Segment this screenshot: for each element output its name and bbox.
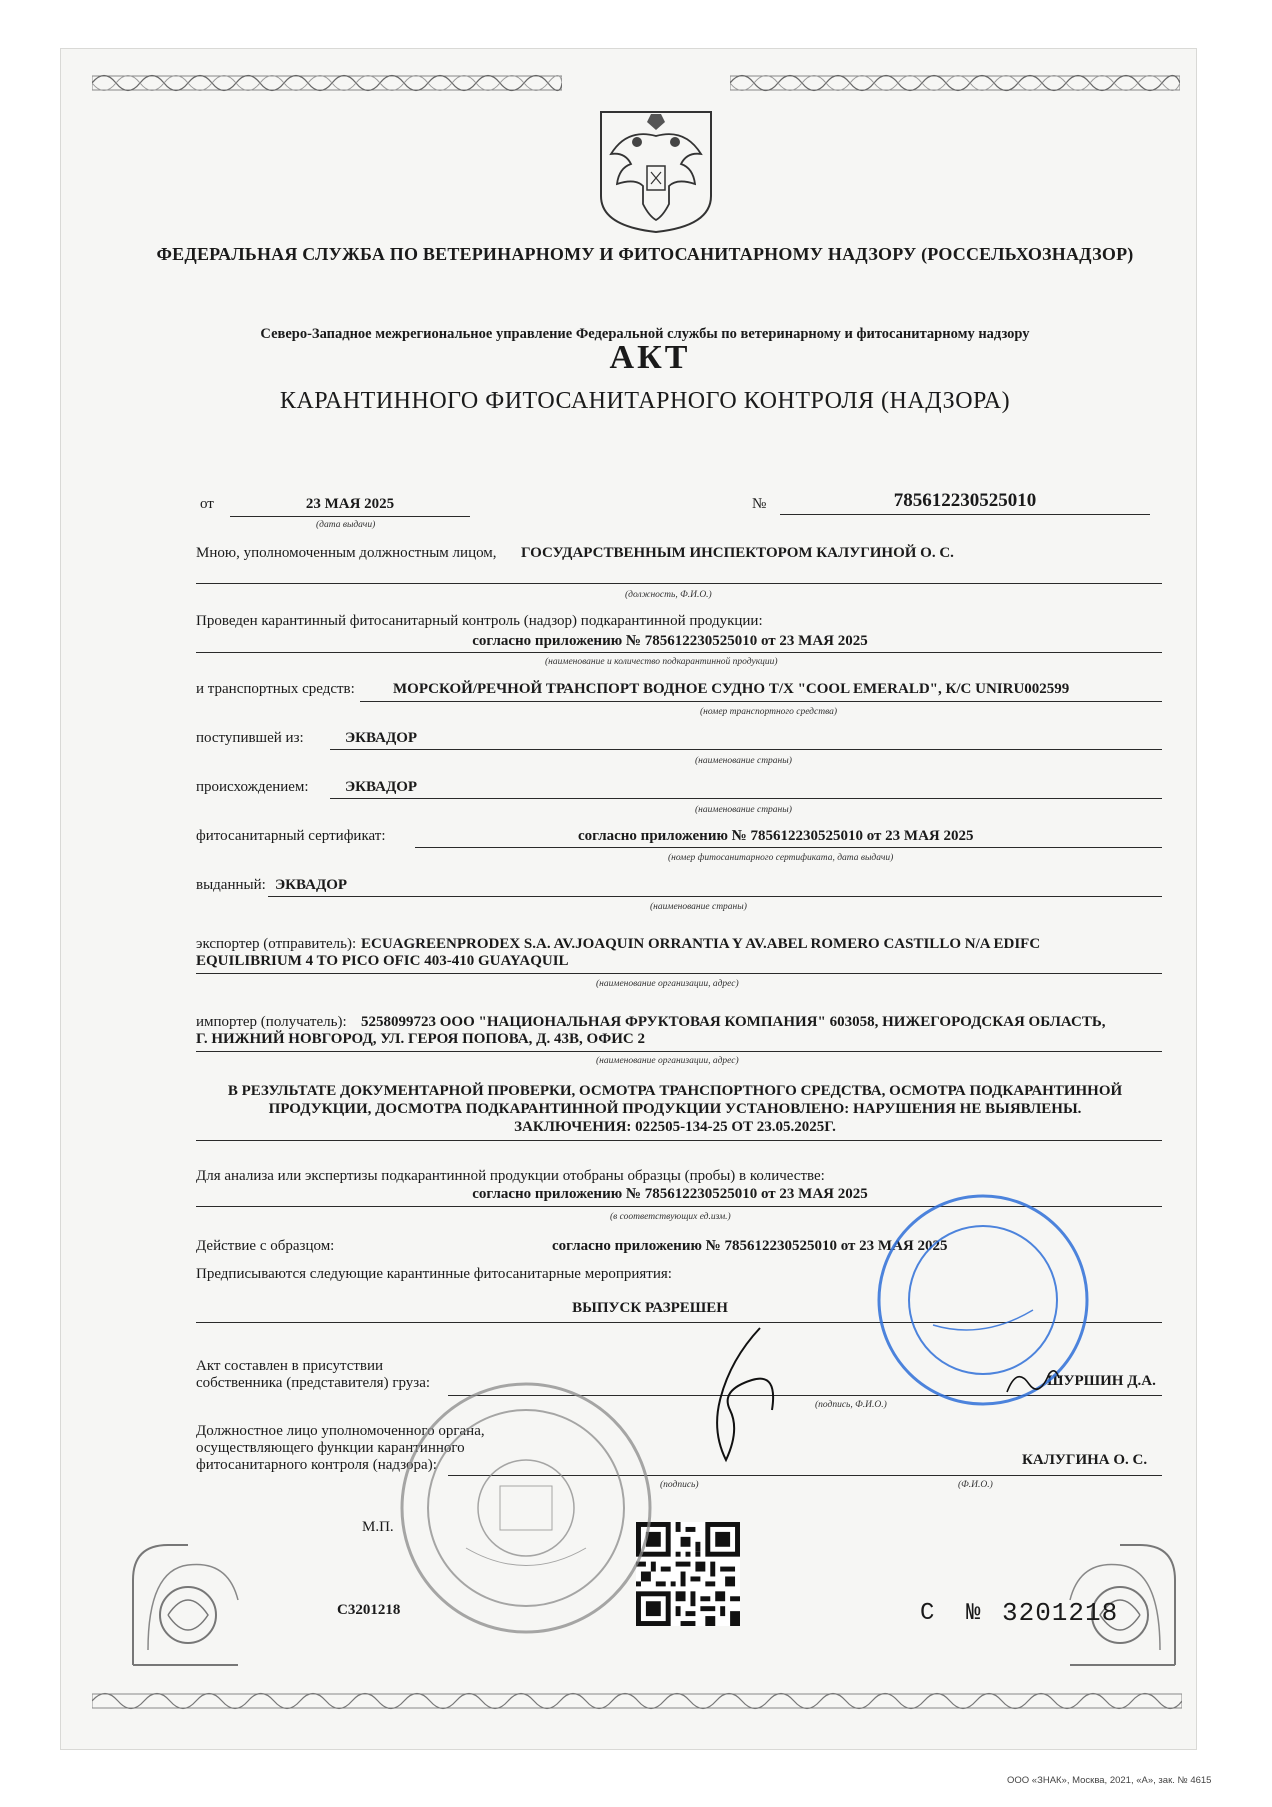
exporter-value-line2: EQUILIBRIUM 4 TO PICO OFIC 403-410 GUAYAQUIL bbox=[196, 953, 569, 969]
presence-name: ШУРШИН Д.А. bbox=[1047, 1373, 1156, 1389]
importer-value-line1: 5258099723 ООО "НАЦИОНАЛЬНАЯ ФРУКТОВАЯ КОМПАНИЯ" 603058, НИЖЕГОРОДСКАЯ ОБЛАСТЬ, bbox=[361, 1014, 1106, 1030]
transport-value: МОРСКОЙ/РЕЧНОЙ ТРАНСПОРТ ВОДНОЕ СУДНО Т/Х "COOL EMERALD", К/С UNIRU002599 bbox=[393, 681, 1070, 697]
coat-of-arms-icon bbox=[597, 108, 715, 236]
official-name: КАЛУГИНА О. С. bbox=[1022, 1452, 1148, 1468]
origin-label: происхождением: bbox=[196, 779, 309, 795]
representative-signature-icon bbox=[690, 1320, 790, 1470]
presence-caption: (подпись, Ф.И.О.) bbox=[815, 1400, 887, 1410]
from-label: от bbox=[200, 496, 214, 512]
inspector-caption: (должность, Ф.И.О.) bbox=[625, 590, 712, 600]
exporter-label: экспортер (отправитель): bbox=[196, 936, 357, 952]
series-letter: С bbox=[920, 1600, 935, 1627]
sample-action-label: Действие с образцом: bbox=[196, 1238, 335, 1254]
origin-underline bbox=[330, 798, 1162, 799]
certificate-value: согласно приложению № 785612230525010 от 23 МАЯ 2025 bbox=[578, 828, 974, 844]
importer-caption: (наименование организации, адрес) bbox=[596, 1056, 739, 1066]
inspector-underline bbox=[196, 583, 1162, 584]
result-line3: ЗАКЛЮЧЕНИЯ: 022505-134-25 ОТ 23.05.2025Г. bbox=[514, 1119, 836, 1135]
act-date: 23 МАЯ 2025 bbox=[305, 496, 395, 512]
inspector-label: Мною, уполномоченным должностным лицом, bbox=[196, 545, 497, 561]
certificate-label: фитосанитарный сертификат: bbox=[196, 828, 386, 844]
transport-label: и транспортных средств: bbox=[196, 681, 355, 697]
importer-label: импортер (получатель): bbox=[196, 1014, 347, 1030]
date-underline bbox=[230, 516, 470, 517]
act-title: АКТ bbox=[609, 339, 691, 376]
top-right-ornament-icon bbox=[730, 66, 1180, 100]
issued-underline bbox=[268, 896, 1162, 897]
result-underline bbox=[196, 1140, 1162, 1141]
official-name-caption: (Ф.И.О.) bbox=[958, 1480, 993, 1490]
issued-label: выданный: bbox=[196, 877, 266, 893]
arrived-from-label: поступившей из: bbox=[196, 730, 304, 746]
certificate-underline bbox=[415, 847, 1162, 848]
certificate-caption: (номер фитосанитарного сертификата, дата выдачи) bbox=[668, 853, 894, 863]
official-sign-caption: (подпись) bbox=[660, 1480, 699, 1490]
top-left-ornament-icon bbox=[92, 66, 562, 100]
samples-value: согласно приложению № 785612230525010 от 23 МАЯ 2025 bbox=[472, 1186, 868, 1202]
bottom-ornament-icon bbox=[92, 1684, 1182, 1718]
result-line1: В РЕЗУЛЬТАТЕ ДОКУМЕНТАРНОЙ ПРОВЕРКИ, ОСМОТРА ТРАНСПОРТНОГО СРЕДСТВА, ОСМОТРА ПОДКАРАНТИННОЙ bbox=[227, 1083, 1123, 1099]
agency-title: ФЕДЕРАЛЬНАЯ СЛУЖБА ПО ВЕТЕРИНАРНОМУ И ФИТОСАНИТАРНОМУ НАДЗОРУ (РОССЕЛЬХОЗНАДЗОР) bbox=[156, 244, 1134, 264]
official-label-line2: осуществляющего функции карантинного bbox=[196, 1440, 465, 1456]
issued-caption: (наименование страны) bbox=[650, 902, 747, 912]
product-value: согласно приложению № 785612230525010 от 23 МАЯ 2025 bbox=[472, 633, 868, 649]
representative-initials-icon bbox=[1003, 1362, 1063, 1402]
exporter-caption: (наименование организации, адрес) bbox=[596, 979, 739, 989]
product-underline bbox=[196, 652, 1162, 653]
arrived-from-underline bbox=[330, 749, 1162, 750]
importer-value-line2: Г. НИЖНИЙ НОВГОРОД, УЛ. ГЕРОЯ ПОПОВА, Д. 43В, ОФИС 2 bbox=[196, 1031, 645, 1047]
samples-label: Для анализа или экспертизы подкарантинной продукции отобраны образцы (пробы) в количестве: bbox=[196, 1168, 825, 1184]
act-subtitle: КАРАНТИННОГО ФИТОСАНИТАРНОГО КОНТРОЛЯ (НАДЗОРА) bbox=[279, 388, 1011, 414]
issued-value: ЭКВАДОР bbox=[275, 877, 348, 893]
inspector-value: ГОСУДАРСТВЕННЫМ ИНСПЕКТОРОМ КАЛУГИНОЙ О. С. bbox=[521, 545, 954, 561]
corner-ornament-left-icon bbox=[128, 1540, 258, 1670]
origin-caption: (наименование страны) bbox=[695, 805, 792, 815]
result-line2: ПРОДУКЦИИ, ДОСМОТРА ПОДКАРАНТИННОЙ ПРОДУКЦИИ УСТАНОВЛЕНО: НАРУШЕНИЯ НЕ ВЫЯВЛЕНЫ. bbox=[268, 1101, 1082, 1117]
arrived-from-value: ЭКВАДОР bbox=[345, 730, 418, 746]
official-stamp-icon bbox=[396, 1378, 656, 1638]
measures-label: Предписываются следующие карантинные фитосанитарные мероприятия: bbox=[196, 1266, 672, 1282]
sample-action-value: согласно приложению № 785612230525010 от 23 МАЯ 2025 bbox=[552, 1238, 948, 1254]
exporter-underline bbox=[196, 973, 1162, 974]
transport-underline bbox=[360, 701, 1162, 702]
presence-label-line1: Акт составлен в присутствии bbox=[196, 1358, 384, 1374]
official-label-line3: фитосанитарного контроля (надзора): bbox=[196, 1457, 437, 1473]
act-number: 785612230525010 bbox=[893, 490, 1037, 511]
date-caption: (дата выдачи) bbox=[316, 520, 376, 530]
transport-caption: (номер транспортного средства) bbox=[700, 707, 838, 717]
product-label: Проведен карантинный фитосанитарный контроль (надзор) подкарантинной продукции: bbox=[196, 613, 763, 629]
product-caption: (наименование и количество подкарантинной продукции) bbox=[545, 657, 778, 667]
department-name: Северо-Западное межрегиональное управление Федеральной службы по ветеринарному и фитосанитарному надзору bbox=[260, 326, 1030, 342]
importer-underline bbox=[196, 1051, 1162, 1052]
arrived-from-caption: (наименование страны) bbox=[695, 756, 792, 766]
official-label-line1: Должностное лицо уполномоченного органа, bbox=[196, 1423, 485, 1439]
series-number: 3201218 bbox=[1002, 1598, 1119, 1628]
measures-value: ВЫПУСК РАЗРЕШЕН bbox=[572, 1300, 728, 1316]
origin-value: ЭКВАДОР bbox=[345, 779, 418, 795]
number-underline bbox=[780, 514, 1150, 515]
series-no-label: № bbox=[966, 1600, 981, 1627]
exporter-value-line1: ECUAGREENPRODEX S.A. AV.JOAQUIN ORRANTIA Y AV.ABEL ROMERO CASTILLO N/A EDIFC bbox=[361, 936, 1041, 952]
mp-label: М.П. bbox=[362, 1519, 394, 1535]
printer-note: ООО «ЗНАК», Москва, 2021, «А», зак. № 4615 bbox=[1007, 1775, 1212, 1786]
number-label: № bbox=[752, 496, 767, 512]
form-code: С3201218 bbox=[337, 1602, 401, 1618]
presence-label-line2: собственника (представителя) груза: bbox=[196, 1375, 431, 1391]
samples-caption: (в соответствующих ед.изм.) bbox=[610, 1212, 731, 1222]
